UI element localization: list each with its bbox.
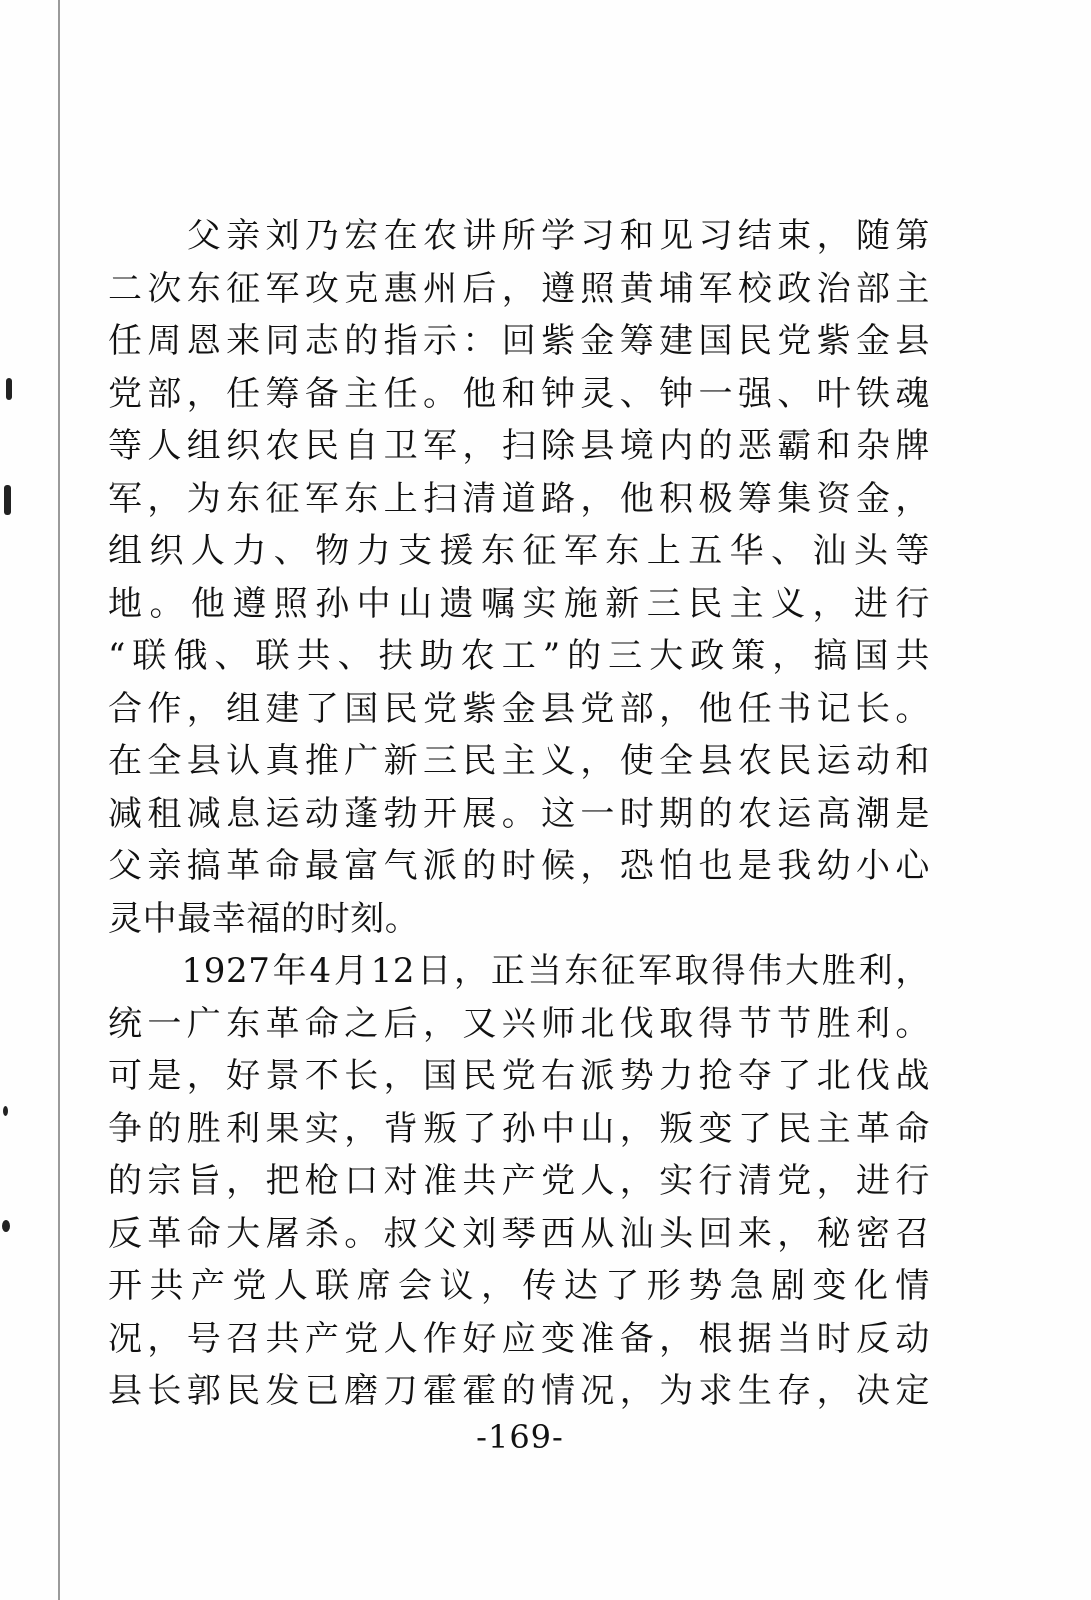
body-text — [108, 210, 930, 1418]
scan-artifact-mark — [3, 1106, 8, 1116]
text-line: 灵中最幸福的时刻。 — [108, 898, 420, 939]
text-line: 的宗旨，把枪口对准共产党人，实行清党，进行 — [108, 1161, 930, 1201]
text-line: 父亲搞革命最富气派的时候，恐怕也是我幼小心 — [108, 846, 930, 886]
text-line: 1927年4月12日，正当东征军取得伟大胜利， — [108, 951, 930, 991]
text-line: 地。他遵照孙中山遗嘱实施新三民主义，进行 — [108, 583, 930, 624]
text-line: 任周恩来同志的指示：回紫金筹建国民党紫金县 — [108, 321, 930, 361]
text-line: 况，号召共产党人作好应变准备，根据当时反动 — [108, 1318, 930, 1359]
text-line: 开共产党人联席会议，传达了形势急剧变化情 — [108, 1266, 930, 1306]
scan-artifact-mark — [4, 485, 11, 515]
scan-artifact-mark — [2, 1220, 10, 1232]
text-line: 合作，组建了国民党紫金县党部，他任书记长。 — [108, 688, 930, 729]
text-line: 统一广东革命之后，又兴师北伐取得节节胜利。 — [108, 1003, 930, 1044]
text-line: 二次东征军攻克惠州后，遵照黄埔军校政治部主 — [108, 268, 930, 309]
text-line: 组织人力、物力支援东征军东上五华、汕头等 — [108, 531, 930, 571]
scan-artifact-mark — [6, 378, 12, 400]
text-line: “联俄、联共、扶助农工”的三大政策，搞国共 — [108, 636, 930, 676]
text-line: 党部，任筹备主任。他和钟灵、钟一强、叶铁魂 — [108, 373, 930, 414]
text-line: 可是，好景不长，国民党右派势力抢夺了北伐战 — [108, 1056, 930, 1096]
text-line: 反革命大屠杀。叔父刘琴西从汕头回来，秘密召 — [108, 1213, 930, 1254]
text-line: 县长郭民发已磨刀霍霍的情况，为求生存，决定 — [108, 1371, 930, 1411]
page-number: -169- — [476, 1418, 564, 1456]
text-line: 父亲刘乃宏在农讲所学习和见习结束，随第 — [108, 216, 930, 256]
text-line: 减租减息运动蓬勃开展。这一时期的农运高潮是 — [108, 793, 930, 834]
book-spine-edge — [58, 0, 60, 1600]
text-line: 等人组织农民自卫军，扫除县境内的恶霸和杂牌 — [108, 426, 930, 466]
text-line: 军，为东征军东上扫清道路，他积极筹集资金， — [108, 478, 930, 519]
text-line: 在全县认真推广新三民主义，使全县农民运动和 — [108, 741, 930, 781]
text-line: 争的胜利果实，背叛了孙中山，叛变了民主革命 — [108, 1108, 930, 1149]
